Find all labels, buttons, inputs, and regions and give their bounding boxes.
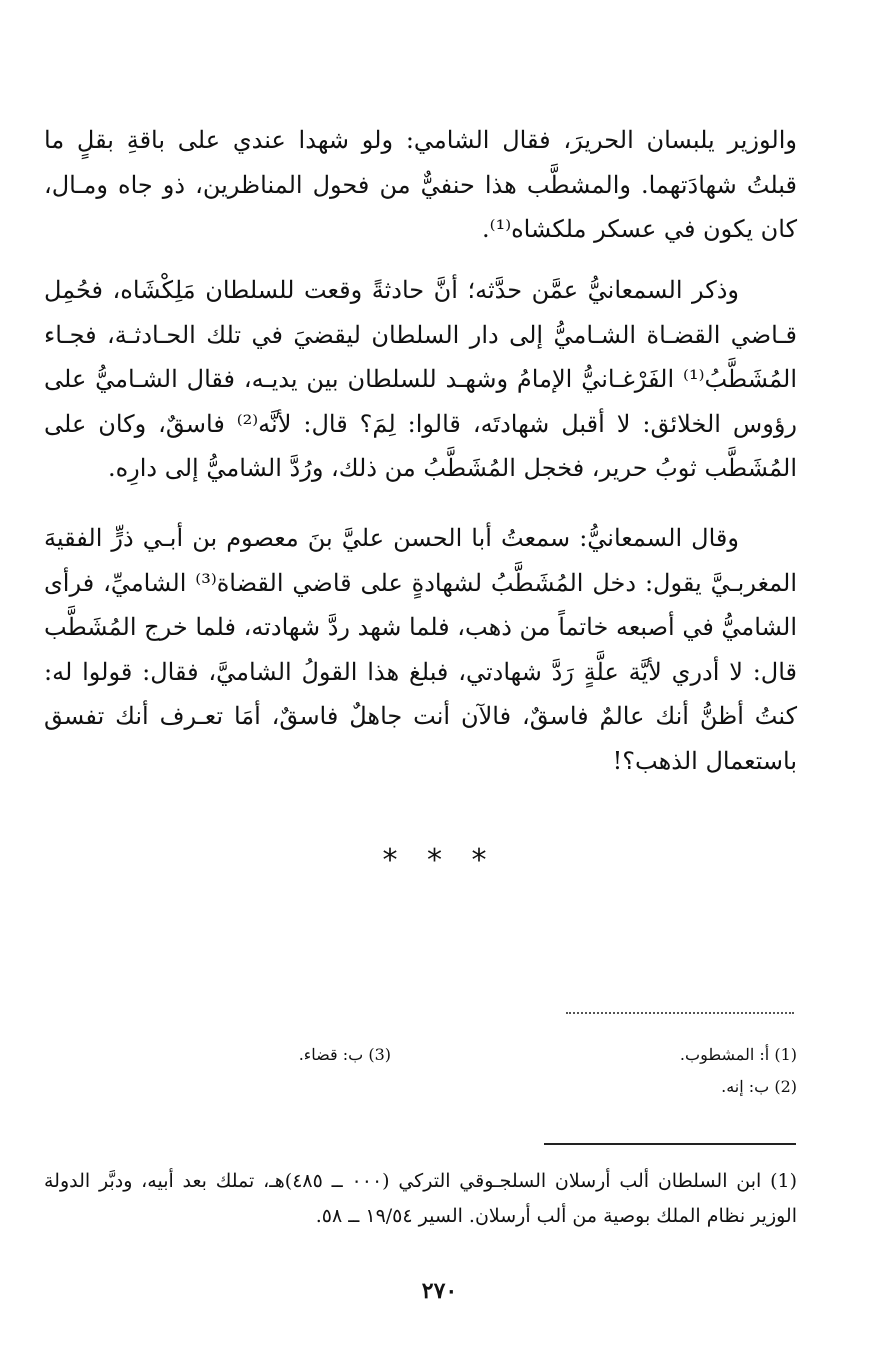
footnote-rule	[544, 1143, 796, 1145]
dotted-divider	[566, 1012, 794, 1014]
body-paragraph-3: وقال السمعانيُّ: سمعتُ أبا الحسن عليَّ بنَ معصوم بن أبـي ذرٍّ الفقيهَ المغربـيَّ يقول: دخل المُشَطَّبُ لشهادةٍ على قاضي القضاة⁽³⁾ الشاميِّ، فرأى الشاميُّ في أصبعه خاتماً من ذهب، فلما شهد ردَّ شهادته، فلما خرج المُشَطَّب قال: لا أدري لأيَّة علَّةٍ رَدَّ شهادتي، فبلغ هذا القولُ الشاميَّ، فقال: قولوا له: كنتُ أظنُّ أنك عالمٌ فاسقٌ، فالآن أنت جاهلٌ فاسقٌ، أمَا تعـرف أنك تفسق باستعمال الذهب؟!	[44, 524, 797, 775]
variant-note-1: (1) أ: المشطوب.	[679, 1045, 797, 1064]
footnote: (1) ابن السلطان ألب أرسلان السلجـوقي التركي (٠٠٠ ــ ٤٨٥)هـ، تملك بعد أبيه، ودبَّر الدولة الوزير نظام الملك بوصية من ألب أرسلان. السير ١٩/٥٤ ــ ٥٨.	[44, 1170, 797, 1227]
variant-note-3: (3) ب: قضاء.	[298, 1045, 391, 1064]
page-number: ٢٧٠	[421, 1278, 458, 1304]
variant-note-2: (2) ب: إنه.	[721, 1077, 797, 1096]
section-separator: * * *	[382, 843, 497, 878]
body-paragraph-2: وذكر السمعانيُّ عمَّن حدَّثه؛ أنَّ حادثةً وقعت للسلطان مَلِكْشَاه، فحُمِل قـاضي القضـاة الشـاميُّ إلى دار السلطان ليقضيَ في تلك الحـادثـة، فجـاء المُشَطَّبُ⁽¹⁾ الفَرْغـانيُّ الإمامُ وشهـد للسلطان بين يديـه، فقال الشـاميُّ على رؤوس الخلائق: لا أقبل شهادتَه، قالوا: لِمَ؟ قال: لأنَّه⁽²⁾ فاسقٌ، وكان على المُشَطَّب ثوبُ حرير، فخجل المُشَطَّبُ من ذلك، ورُدَّ الشاميُّ إلى دارِه.	[44, 276, 797, 482]
body-paragraph-1: والوزير يلبسان الحريرَ، فقال الشامي: ولو شهدا عندي على باقةِ بقلٍ ما قبلتُ شهادَتهما. والمشطَّب هذا حنفيٌّ من فحول المناظرين، ذو جاه ومـال، كان يكون في عسكر ملكشاه⁽¹⁾.	[44, 126, 797, 243]
